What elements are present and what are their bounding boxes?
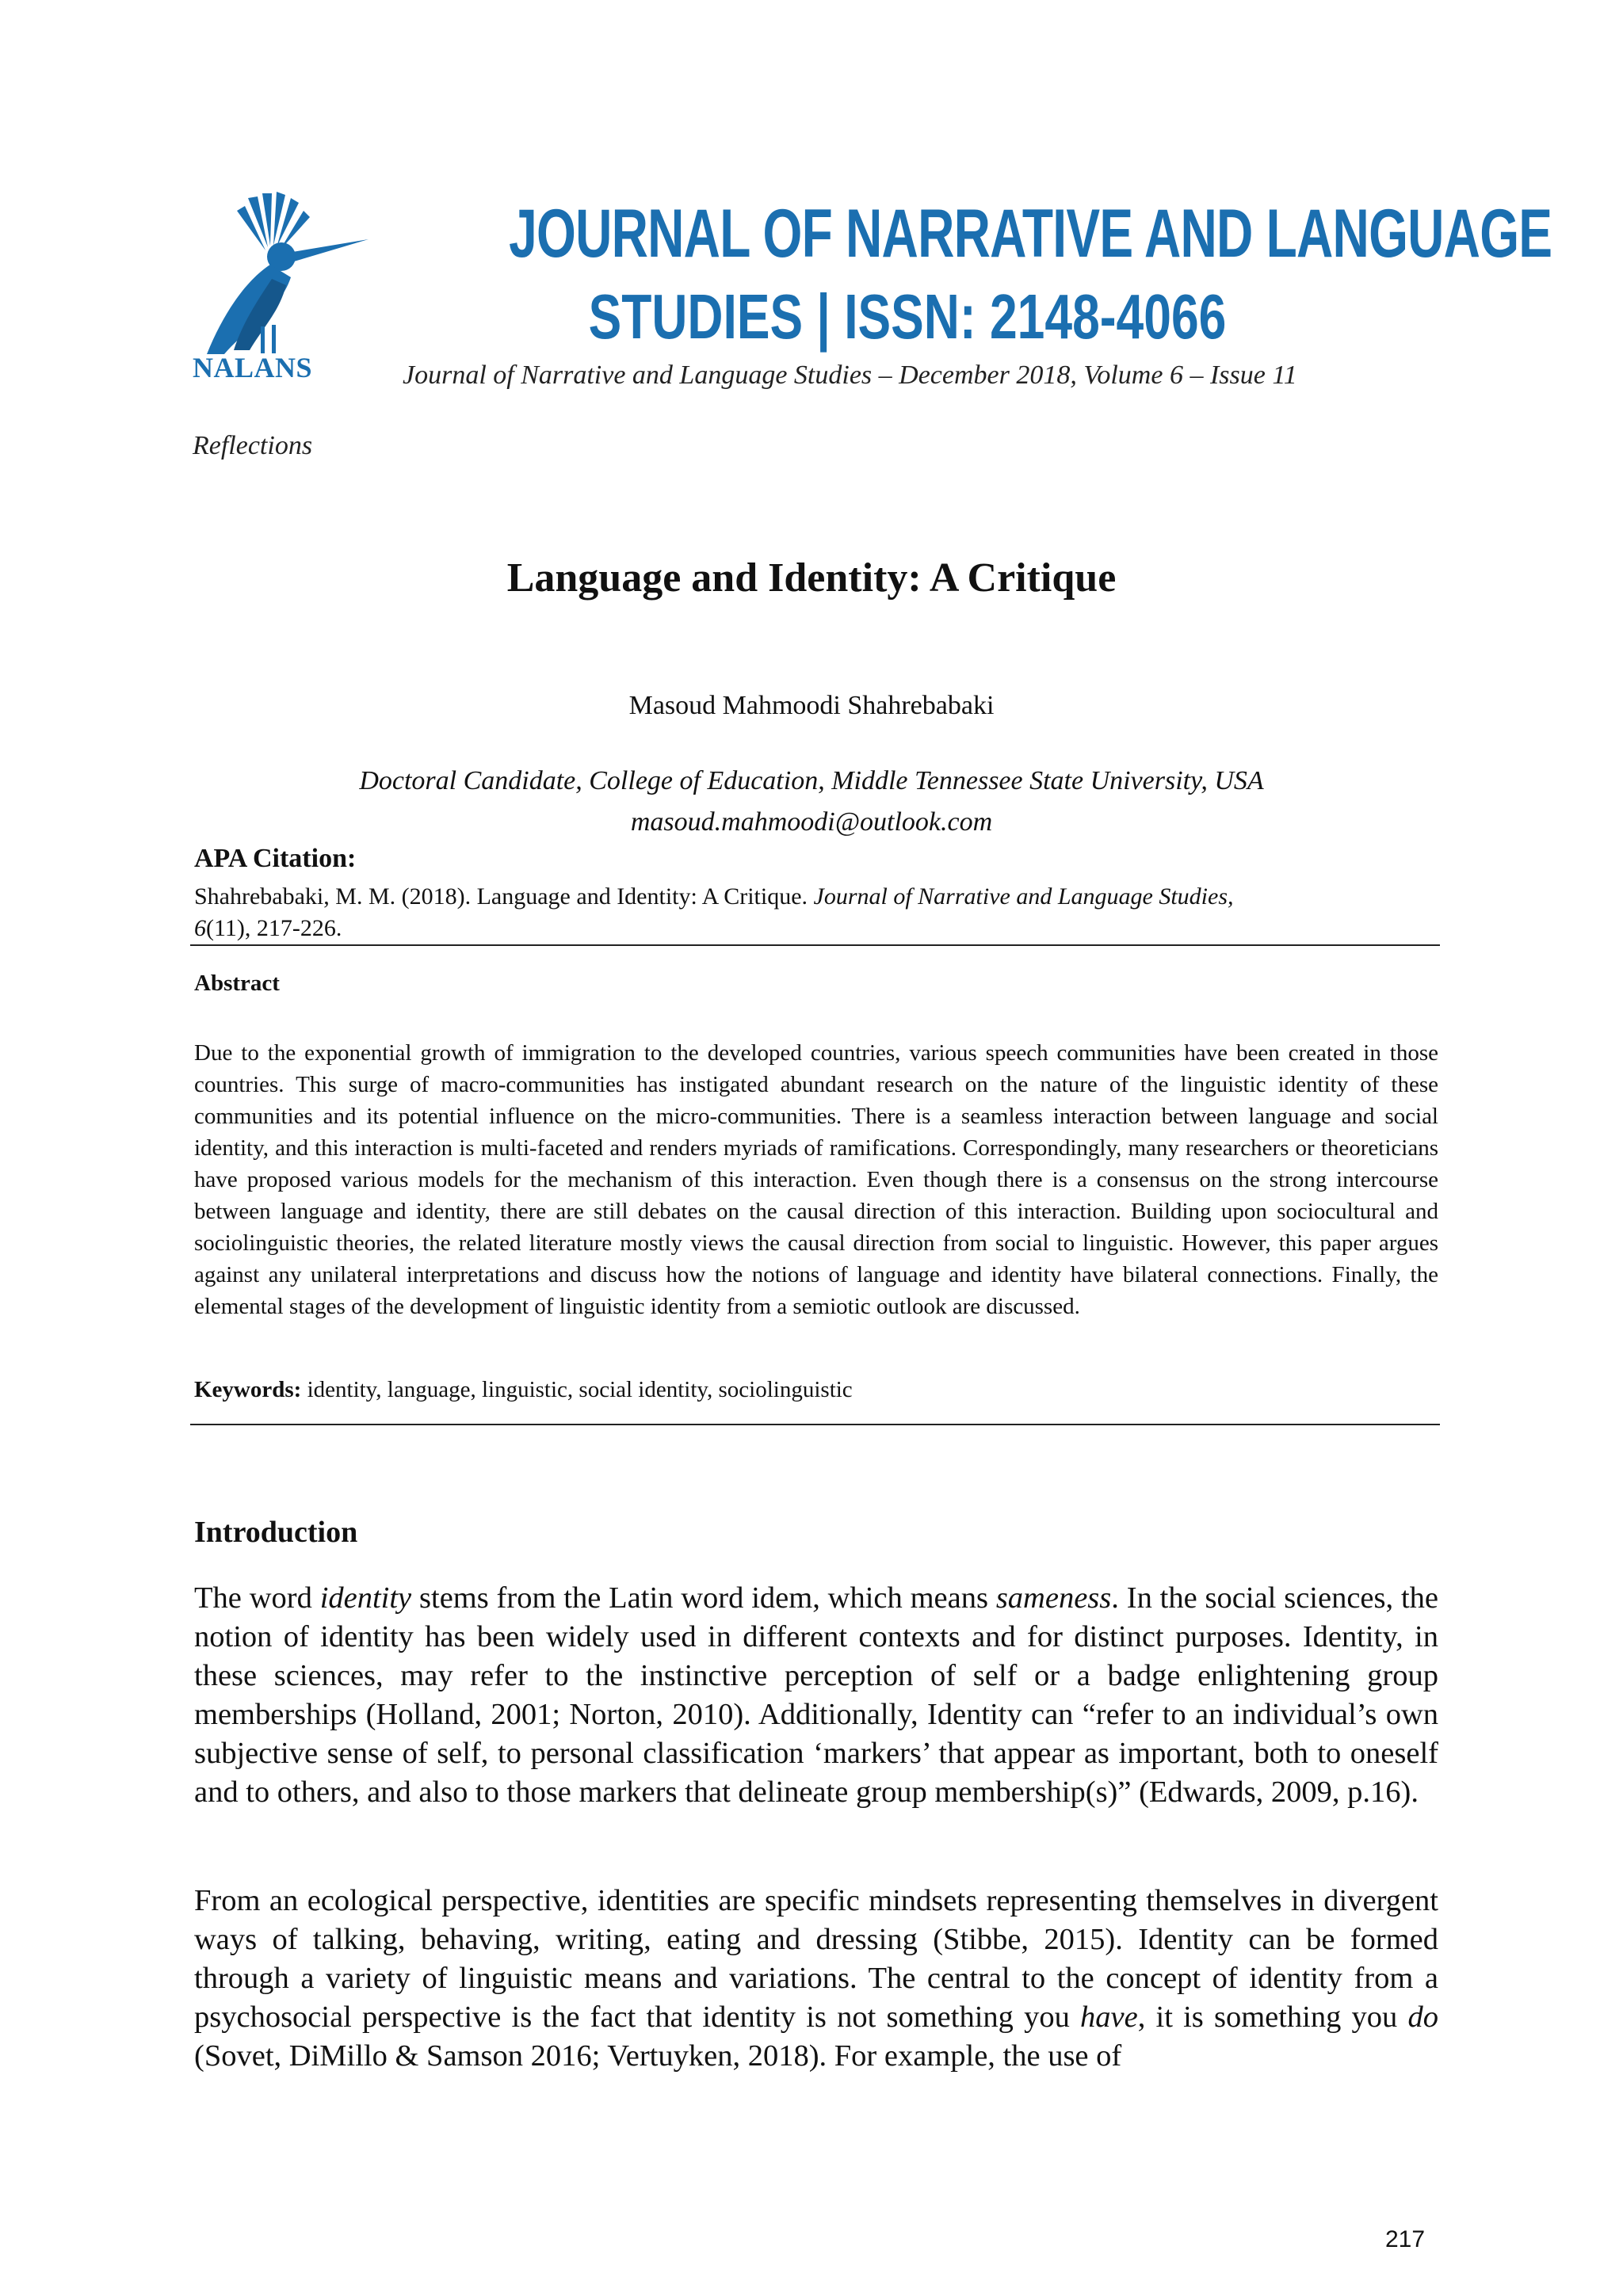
author-email[interactable]: masoud.mahmoodi@outlook.com	[630, 807, 993, 837]
p1-italic-identity: identity	[319, 1581, 412, 1615]
keywords-line	[194, 1377, 1438, 1403]
page-number: 217	[1385, 2226, 1426, 2252]
keywords-label: Keywords:	[194, 1377, 302, 1402]
hoopoe-logo-icon	[193, 192, 369, 358]
citation-journal: Journal of Narrative and Language Studies,	[813, 883, 1234, 910]
citation-heading: APA Citation:	[194, 844, 357, 873]
abstract-text: Due to the exponential growth of immigration to the developed countries, various speech communities have been created in those countries. This surge of macro-communities has instigated abundant research on the nature of the linguistic identity of these communities and its potential influence on the micro-communities. There is a seamless interaction between language and social identity, and this interaction is multi-faceted and renders myriads of ramifications. Correspondingly, many researchers or theoreticians have proposed various models for the mechanism of this interaction. Even though there is a consensus on the strong intercourse between language and identity, there are still debates on the causal direction of this interaction. Building upon sociocultural and sociolinguistic theories, the related literature mostly views the causal direction from social to linguistic. However, this paper argues against any unilateral interpretations and discuss how the notions of language and identity have bilateral connections. Finally, the elemental stages of the development of linguistic identity from a semiotic outlook are discussed.	[194, 1040, 1438, 1319]
introduction-heading: Introduction	[194, 1516, 358, 1549]
citation-part-b: (11), 217-226.	[206, 915, 342, 941]
p1-text-c: stems from the Latin word idem, which means	[411, 1581, 996, 1615]
journal-title-line2: STUDIES | ISSN: 2148-4066	[588, 281, 1227, 352]
journal-title-line1: JOURNAL OF NARRATIVE AND LANGUAGE	[509, 196, 1552, 272]
p2-text-a: From an ecological perspective, identities are specific mindsets representing themselves in divergent ways of talking, behaving, writing, eating and dressing (Stibbe, 2015). Identity can be formed through a variety of linguistic means and variations. The central to the concept of identity from a psychosocial perspective is the fact that identity is not something you	[194, 1884, 1438, 2034]
section-label: Reflections	[193, 431, 313, 460]
author-affiliation-block	[0, 761, 1623, 843]
citation-volume: 6	[194, 915, 206, 941]
logo-wordmark: NALANS	[193, 352, 313, 383]
p2-italic-have: have	[1080, 2000, 1138, 2034]
author-name: Masoud Mahmoodi Shahrebabaki	[628, 691, 995, 720]
keywords-list: identity, language, linguistic, social identity, sociolinguistic	[301, 1377, 853, 1402]
journal-issue-line: Journal of Narrative and Language Studies – December 2018, Volume 6 – Issue 11	[403, 360, 1297, 390]
p1-text-e: . In the social sciences, the notion of identity has been widely used in different contexts and for distinct purposes. Identity, in these sciences, may refer to the instinctive perception of self or a badge enlightening group memberships (Holland, 2001; Norton, 2010). Additionally, Identity can “refer to an individual’s own subjective sense of self, to personal classification ‘markers’ that appear as important, both to oneself and to others, and also to those markers that delineate group membership(s)” (Edwards, 2009, p.16).	[194, 1581, 1438, 1809]
intro-paragraph-1	[194, 1579, 1438, 1812]
intro-paragraph-2	[194, 1882, 1438, 2076]
divider-top	[190, 944, 1440, 946]
p1-text-a: The word	[194, 1581, 320, 1615]
p2-italic-do: do	[1407, 2000, 1438, 2034]
article-title: Language and Identity: A Critique	[506, 555, 1117, 601]
author-affiliation: Doctoral Candidate, College of Education, Middle Tennessee State University, USA	[359, 766, 1264, 795]
abstract-heading: Abstract	[194, 971, 280, 996]
p2-text-c: , it is something you	[1137, 2000, 1408, 2034]
p2-text-e: (Sovet, DiMillo & Samson 2016; Vertuyken, 2018). For example, the use of	[194, 2039, 1122, 2073]
divider-bottom	[190, 1424, 1440, 1425]
citation-text	[194, 881, 1438, 944]
p1-italic-sameness: sameness	[995, 1581, 1112, 1615]
citation-part-a: Shahrebabaki, M. M. (2018). Language and Identity: A Critique.	[194, 883, 814, 910]
